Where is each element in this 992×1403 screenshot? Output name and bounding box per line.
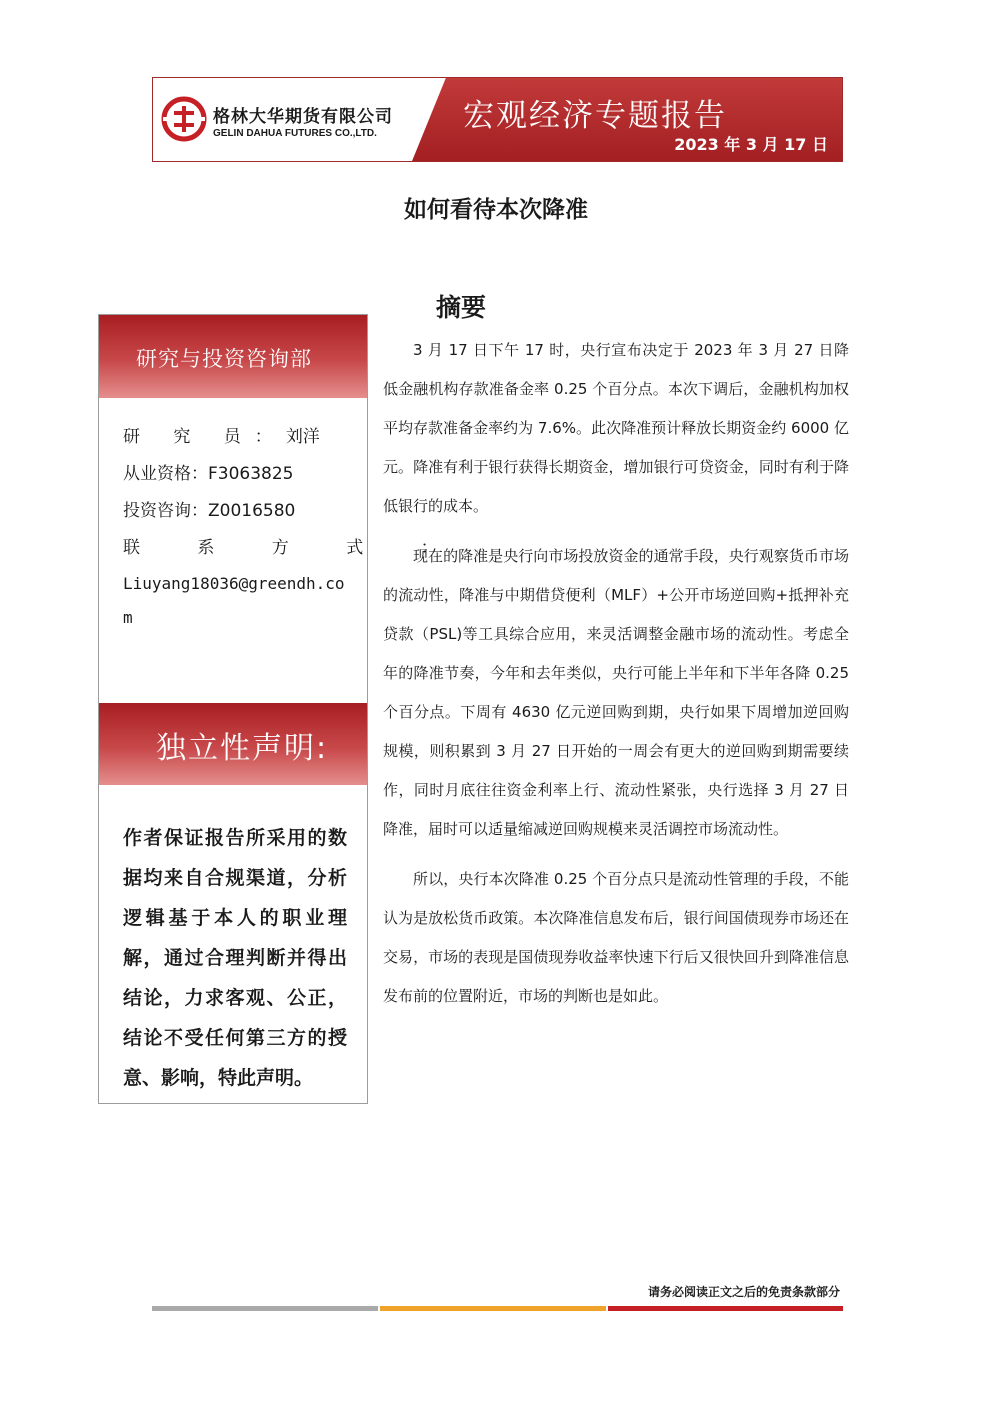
disclaimer-note: 请务必阅读正文之后的免责条款部分 [647,1285,840,1299]
consulting-row [123,493,345,530]
researcher-name: 刘洋 [285,427,320,447]
report-header [152,77,843,162]
analyst-sidebar [98,314,464,1104]
summary-paragraph-2: 现在的降准是央行向市场投放资金的通常手段，央行观察货币市场的流动性，降准与中期借贷便利（MLF）+公开市场逆回购+抵押补充贷款（PSL)等工具综合应用，来灵活调整金融市场的流动性。考虑全年的降准节奏，今年和去年类似，央行可能上半年和下半年各降 0.25 个百分点。下周有 4630 亿元逆回购到期，央行如果下周增加逆回购规模，则积累到 3 月 27 日开始的一周会有更大的逆回购到期需要续作，同时月底往往资金利率上行、流动性紧张，央行选择 3 月 27 日降准，届时可以适量缩减逆回购规模来灵活调控市场流动性。 [383,547,849,838]
qualification-row [123,456,345,493]
contact-email[interactable]: Liuyang18036@greendh.com [123,574,345,627]
qualification-label: 从业资格： [123,464,208,484]
footer-bar-red [608,1306,843,1311]
footer-bar-orange [380,1306,606,1311]
summary-heading: 摘要 [436,293,487,322]
contact-label: 联 系 方 式 ： [123,538,464,558]
qualification-number: F3063825 [208,464,294,484]
company-name-en: GELIN DAHUA FUTURES CO.,LTD. [213,128,377,139]
consulting-number: Z0016580 [208,501,296,521]
analyst-info [123,419,464,635]
company-logo-icon [161,96,207,142]
consulting-label: 投资咨询： [123,501,208,521]
researcher-row [123,419,345,456]
footer-bar-gray [152,1306,378,1311]
document-title: 如何看待本次降准 [404,196,588,223]
researcher-label: 研 究 员： [123,427,286,447]
independence-heading: 独立性声明: [99,703,367,785]
company-name-cn: 格林大华期货有限公司 [213,107,393,127]
summary-paragraph-1: 3 月 17 日下午 17 时，央行宣布决定于 2023 年 3 月 27 日降低金融机构存款准备金率 0.25 个百分点。本次下调后，金融机构加权平均存款准备金率约为 7.6%。此次降准预计释放长期资金约 6000 亿元。降准有利于银行获得长期资金，增加银行可贷资金，同时有利于降低银行的成本。 [383,341,849,515]
department-heading: 研究与投资咨询部 [99,315,367,398]
report-type: 宏观经济专题报告 [463,98,727,134]
summary-body [383,331,849,1027]
independence-statement: 作者保证报告所采用的数据均来自合规渠道，分析逻辑基于本人的职业理解，通过合理判断并得出结论，力求客观、公正，结论不受任何第三方的授意、影响，特此声明。 [123,827,347,1089]
summary-paragraph-3: 所以，央行本次降准 0.25 个百分点只是流动性管理的手段，不能认为是放松货币政策。本次降准信息发布后，银行间国债现券市场还在交易，市场的表现是国债现券收益率快速下行后又很快回升到降准信息发布前的位置附近，市场的判断也是如此。 [383,870,849,1005]
report-date: 2023 年 3 月 17 日 [674,135,828,154]
contact-row [123,530,464,567]
